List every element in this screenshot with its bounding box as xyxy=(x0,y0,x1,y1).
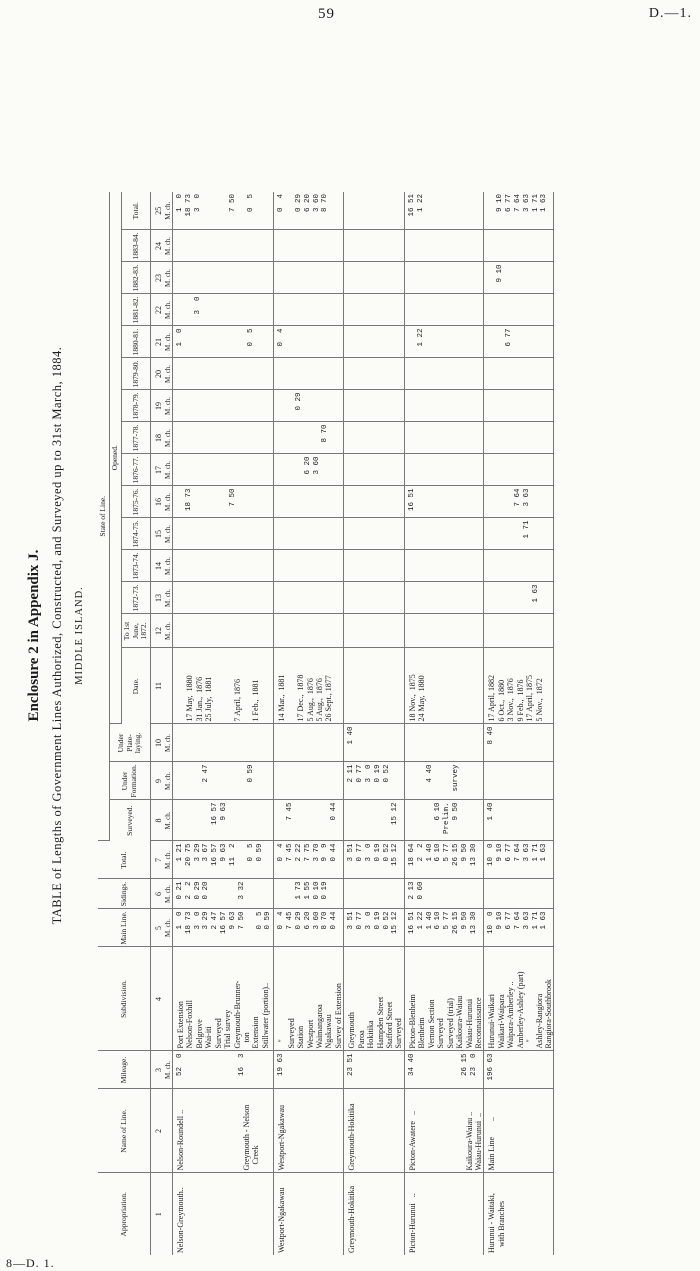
header-subdivision: Subdivision. xyxy=(98,947,151,1051)
cell-date: 17 April, 1882 6 Oct., 1880 3 Nov., 1876 9 Feb., 1876 17 April, 1875 5 Nov., 1872 xyxy=(484,648,554,724)
cell-under-platelaying: 1 40 xyxy=(344,724,405,762)
unit-label: M. ch. xyxy=(164,800,173,841)
cell-to-1872 xyxy=(344,614,405,648)
cell-name-of-line: Main Line .. xyxy=(484,1089,554,1173)
cell-surveyed: 15 12 xyxy=(344,800,405,841)
cell-year xyxy=(344,262,405,294)
header-under-platelaying: Under Plate-laying. xyxy=(109,724,150,762)
column-number: 16 xyxy=(151,486,164,518)
column-number: 2 xyxy=(151,1089,164,1173)
cell-date xyxy=(344,648,405,724)
cell-under-platelaying xyxy=(274,724,344,762)
header-surveyed: Surveyed. xyxy=(109,800,150,841)
cell-year xyxy=(172,230,273,262)
document-reference: D.—1. xyxy=(648,6,692,21)
cell-year: 0 4 xyxy=(274,326,344,358)
cell-mileage: 196 63 xyxy=(484,1051,554,1089)
cell-subdivision: " Surveyed Station Westport Waimangaroa Ngakawau Survey of Extension xyxy=(274,947,344,1051)
cell-name-of-line: Nelson-Roundell .. Greymouth - Nelson Creek xyxy=(172,1089,273,1173)
cell-main-line: 3 51 0 77 3 0 0 19 0 52 15 12 xyxy=(344,909,405,947)
cell-main-line: 0 4 7 45 0 29 6 20 3 60 8 70 0 44 xyxy=(274,909,344,947)
footer-reference: 8—D. 1. xyxy=(6,1256,55,1270)
cell-year xyxy=(404,390,484,422)
cell-year: 1 71 xyxy=(484,518,554,550)
column-number: 8 xyxy=(151,800,164,841)
cell-name-of-line: Greymouth-Hokitika xyxy=(344,1089,405,1173)
column-number: 22 xyxy=(151,294,164,326)
unit-label: M. ch. xyxy=(164,230,173,262)
cell-year xyxy=(172,358,273,390)
unit-label: M. ch. xyxy=(164,879,173,909)
cell-year xyxy=(344,358,405,390)
cell-to-1872 xyxy=(274,614,344,648)
cell-mileage: 23 51 xyxy=(344,1051,405,1089)
group-greymouth-hokitika xyxy=(344,192,405,1255)
cell-subdivision: Hurunui-Waikari Waikari-Waipara Waipara-Amberley .. Amberley-Ashley (part) " Ashley-Rangiora Rangiora-Southbrook xyxy=(484,947,554,1051)
cell-under-platelaying: 8 40 xyxy=(484,724,554,762)
table-row xyxy=(344,192,405,1255)
table-row xyxy=(274,192,344,1255)
header-year: 1872-73. xyxy=(121,582,151,614)
column-number: 10 xyxy=(151,724,164,762)
page-number: 59 xyxy=(318,6,335,22)
cell-year xyxy=(274,582,344,614)
unit-label: M. ch. xyxy=(164,486,173,518)
cell-surveyed: 7 45 0 44 xyxy=(274,800,344,841)
cell-year xyxy=(344,518,405,550)
cell-year xyxy=(344,230,405,262)
group-picton-hurunui xyxy=(404,192,484,1255)
header-year: 1882-83. xyxy=(121,262,151,294)
column-number: 24 xyxy=(151,230,164,262)
cell-year xyxy=(274,294,344,326)
cell-date: 14 Mar., 1881 17 Dec., 1878 5 Aug., 1876 5 Aug., 1876 26 Sept., 1877 xyxy=(274,648,344,724)
column-number: 11 xyxy=(151,648,164,724)
cell-main-line: 16 51 1 22 1 40 6 10 5 77 26 15 9 50 13 30 xyxy=(404,909,484,947)
unit-row xyxy=(164,192,173,1255)
cell-sidings xyxy=(484,879,554,909)
column-number: 17 xyxy=(151,454,164,486)
cell-appropriation: Greymouth-Hokitika xyxy=(347,1185,357,1253)
unit-label: M. ch. xyxy=(164,390,173,422)
cell-year xyxy=(484,390,554,422)
cell-year xyxy=(172,390,273,422)
cell-year xyxy=(344,326,405,358)
unit-label: M. ch. xyxy=(164,614,173,648)
cell-year xyxy=(484,422,554,454)
cell-surveyed: 1 40 xyxy=(484,800,554,841)
group-nelson-greymouth xyxy=(172,192,273,1255)
cell-year: 16 51 xyxy=(404,486,484,518)
cell-year xyxy=(274,230,344,262)
cell-total: 3 51 0 77 3 0 0 19 0 52 15 12 xyxy=(344,841,405,879)
unit-label: M. ch. xyxy=(164,422,173,454)
cell-under-formation: 4 40 survey xyxy=(404,762,484,800)
header-date: Date. xyxy=(121,648,151,724)
unit-label: M. ch. xyxy=(164,262,173,294)
column-number: 14 xyxy=(151,550,164,582)
column-number-row xyxy=(151,192,164,1255)
cell-year xyxy=(344,582,405,614)
cell-sidings xyxy=(344,879,405,909)
unit-label: M. ch. xyxy=(164,909,173,947)
cell-year xyxy=(484,358,554,390)
cell-total-last: 9 10 6 77 7 64 3 63 1 71 1 63 xyxy=(484,192,554,230)
cell-appropriation: Nelson-Greymouth.. xyxy=(175,1187,185,1253)
cell-total: 1 21 20 75 3 29 3 67 16 57 9 63 11 2 0 5 0 59 xyxy=(172,841,273,879)
cell-year xyxy=(172,518,273,550)
group-westport-ngakawau xyxy=(274,192,344,1255)
cell-year xyxy=(274,486,344,518)
unit-label: M. ch. xyxy=(164,582,173,614)
cell-year xyxy=(344,454,405,486)
cell-surveyed: 6 10 Prelim. 9 50 xyxy=(404,800,484,841)
unit-label: M. ch. xyxy=(164,326,173,358)
cell-year: 8 70 xyxy=(274,422,344,454)
column-number: 19 xyxy=(151,390,164,422)
table-row xyxy=(172,192,273,1255)
unit-label: M. ch. xyxy=(164,294,173,326)
cell-subdivision: Picton-Blenheim Blenheim Vernon Section Surveyed Surveyed (trial) Kaikoura-Waiau Waiau-Hurunui Reconnaissance xyxy=(404,947,484,1051)
column-number: 4 xyxy=(151,947,164,1051)
header-state-of-line: State of Line. xyxy=(98,192,109,841)
cell-year xyxy=(344,550,405,582)
cell-to-1872 xyxy=(404,614,484,648)
header-to-june-1872: To 1st June, 1872. xyxy=(121,614,151,648)
cell-sidings: 2 13 0 60 xyxy=(404,879,484,909)
unit-label: M. ch. xyxy=(164,841,173,879)
cell-year xyxy=(274,550,344,582)
cell-total-last: 16 51 1 22 xyxy=(404,192,484,230)
column-number: 3 xyxy=(151,1051,164,1089)
section-heading: MIDDLE ISLAND. xyxy=(74,586,85,685)
cell-appropriation: Westport-Ngakawau xyxy=(277,1187,287,1253)
header-year: 1881-82. xyxy=(121,294,151,326)
header-year: 1875-76. xyxy=(121,486,151,518)
cell-total: 0 4 7 45 2 22 7 75 3 70 9 9 0 44 xyxy=(274,841,344,879)
unit-label: M. ch. xyxy=(164,192,173,230)
cell-date: 18 Nov., 1875 24 May, 1880 xyxy=(404,648,484,724)
header-year: 1874-75. xyxy=(121,518,151,550)
header-year: 1878-79. xyxy=(121,390,151,422)
cell-under-platelaying xyxy=(404,724,484,762)
cell-to-1872 xyxy=(484,614,554,648)
cell-year: 6 77 xyxy=(484,326,554,358)
column-number: 12 xyxy=(151,614,164,648)
table-row xyxy=(404,192,484,1255)
cell-total-last: 0 4 0 29 6 20 3 60 8 70 xyxy=(274,192,344,230)
cell-total: 10 0 9 10 6 77 7 64 3 63 1 71 1 63 xyxy=(484,841,554,879)
cell-year: 1 0 0 5 xyxy=(172,326,273,358)
unit-label: M. ch. xyxy=(164,518,173,550)
cell-under-formation xyxy=(274,762,344,800)
cell-year xyxy=(404,230,484,262)
cell-year xyxy=(484,454,554,486)
cell-year: 1 63 xyxy=(484,582,554,614)
table-bottom-rule xyxy=(554,192,558,1255)
lengths-table xyxy=(98,192,557,1255)
cell-year xyxy=(172,454,273,486)
cell-year xyxy=(404,518,484,550)
cell-year xyxy=(484,230,554,262)
cell-name-of-line: Picton-Awatere .. Kaikoura-Waiau .. Waiau-Hurunui .. xyxy=(404,1089,484,1173)
cell-year: 6 20 3 60 xyxy=(274,454,344,486)
column-number: 21 xyxy=(151,326,164,358)
unit-label: M. ch. xyxy=(164,1051,173,1089)
table-subtitle: TABLE of Lengths of Government Lines Authorized, Constructed, and Surveyed up to 31st March, 1884. xyxy=(50,346,64,925)
cell-under-formation xyxy=(484,762,554,800)
column-number: 6 xyxy=(151,879,164,909)
header-mileage: Mileage. xyxy=(98,1051,151,1089)
cell-year: 1 22 xyxy=(404,326,484,358)
column-number: 9 xyxy=(151,762,164,800)
cell-sidings: 1 73 1 55 0 10 0 19 xyxy=(274,879,344,909)
cell-year xyxy=(404,262,484,294)
header-year: 1879-80. xyxy=(121,358,151,390)
cell-year xyxy=(172,582,273,614)
cell-year: 18 73 7 50 xyxy=(172,486,273,518)
cell-to-1872 xyxy=(172,614,273,648)
cell-year xyxy=(172,262,273,294)
cell-year xyxy=(344,390,405,422)
cell-year: 7 64 3 63 xyxy=(484,486,554,518)
header-opened: Opened. xyxy=(109,192,121,724)
cell-total: 18 64 2 2 1 40 6 10 5 77 26 15 9 50 13 30 xyxy=(404,841,484,879)
column-number: 1 xyxy=(154,1212,164,1217)
cell-year: 9 10 xyxy=(484,262,554,294)
cell-year xyxy=(344,294,405,326)
cell-year xyxy=(274,262,344,294)
cell-under-platelaying xyxy=(172,724,273,762)
cell-year xyxy=(172,422,273,454)
column-number: 7 xyxy=(151,841,164,879)
cell-main-line: 10 0 9 10 6 77 7 64 3 63 1 71 1 63 xyxy=(484,909,554,947)
column-number: 15 xyxy=(151,518,164,550)
unit-label: M. ch. xyxy=(164,724,173,762)
column-number: 18 xyxy=(151,422,164,454)
header-year: 1880-81. xyxy=(121,326,151,358)
header-under-formation: Under Formation. xyxy=(109,762,150,800)
cell-year xyxy=(404,422,484,454)
cell-year xyxy=(344,422,405,454)
header-year: 1876-77. xyxy=(121,454,151,486)
cell-surveyed: 16 57 9 63 xyxy=(172,800,273,841)
column-number: 25 xyxy=(151,192,164,230)
header-year: 1883-84. xyxy=(121,230,151,262)
cell-year xyxy=(344,486,405,518)
header-year: 1877-78. xyxy=(121,422,151,454)
cell-under-formation: 2 47 0 59 xyxy=(172,762,273,800)
column-number: 23 xyxy=(151,262,164,294)
cell-year xyxy=(274,518,344,550)
unit-label: M. ch. xyxy=(164,454,173,486)
unit-label: M. ch. xyxy=(164,762,173,800)
cell-date: 17 May, 1880 31 Jan., 1876 25 July, 1881 7 April, 1876 1 Feb., 1881 xyxy=(172,648,273,724)
cell-subdivision: Greymouth Paroa Hokitika Hampden Street Stafford Street Surveyed xyxy=(344,947,405,1051)
cell-year xyxy=(484,550,554,582)
unit-label: M. ch. xyxy=(164,550,173,582)
cell-year xyxy=(404,550,484,582)
cell-year xyxy=(404,358,484,390)
cell-year xyxy=(172,550,273,582)
column-number: 5 xyxy=(151,909,164,947)
table-row xyxy=(484,192,554,1255)
cell-total-last: 1 0 18 73 3 0 7 50 0 5 xyxy=(172,192,273,230)
cell-mileage: 19 63 xyxy=(274,1051,344,1089)
column-number: 20 xyxy=(151,358,164,390)
header-year: 1873-74. xyxy=(121,550,151,582)
cell-mileage: 34 40 26 15 23 0 xyxy=(404,1051,484,1089)
unit-label: M. ch. xyxy=(164,358,173,390)
header-main-line: Main Line. xyxy=(98,909,151,947)
cell-sidings: 0 21 2 2 0 29 0 20 3 32 xyxy=(172,879,273,909)
cell-year xyxy=(404,582,484,614)
enclosure-title: Enclosure 2 in Appendix J. xyxy=(26,549,42,722)
cell-year xyxy=(274,358,344,390)
cell-appropriation: Hurunui - Waitaki, with Branches xyxy=(487,1193,506,1253)
cell-year xyxy=(484,294,554,326)
header-appropriation: Appropriation. xyxy=(98,1173,151,1255)
cell-year: 0 29 xyxy=(274,390,344,422)
header-total-last: Total. xyxy=(121,192,151,230)
cell-mileage: 52 0 16 3 xyxy=(172,1051,273,1089)
cell-main-line: 1 0 18 73 3 0 3 29 2 47 16 57 9 63 7 50 0 5 0 59 xyxy=(172,909,273,947)
cell-year: 3 0 xyxy=(172,294,273,326)
cell-appropriation: Picton-Hurunui .. xyxy=(407,1193,417,1253)
group-hurunui-waitaki xyxy=(484,192,554,1255)
header-total: Total. xyxy=(98,841,151,879)
cell-subdivision: Port Extension Nelson-Foxhill Belgrove Wai-iti Surveyed Trial survey Greymouth-Brunner- ton Extension Stillwater (portion).. xyxy=(172,947,273,1051)
cell-name-of-line: Westport-Ngakawau xyxy=(274,1089,344,1173)
column-number: 13 xyxy=(151,582,164,614)
header-sidings: Sidings. xyxy=(98,879,151,909)
cell-under-formation: 2 11 0 77 3 0 0 19 0 52 xyxy=(344,762,405,800)
cell-year xyxy=(404,294,484,326)
cell-total-last xyxy=(344,192,405,230)
cell-year xyxy=(404,454,484,486)
header-name-of-line: Name of Line. xyxy=(98,1089,151,1173)
